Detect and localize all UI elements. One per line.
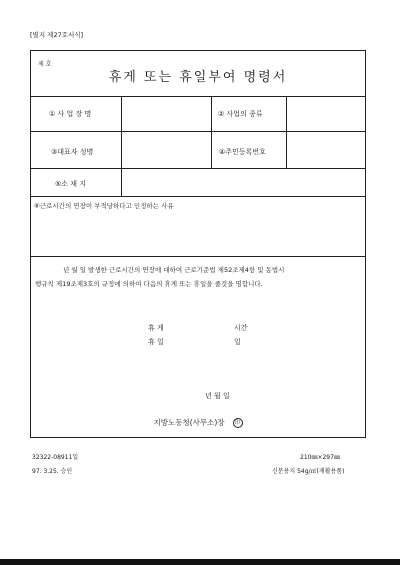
- registration-number-field[interactable]: [290, 135, 362, 164]
- issuer-line: [31, 417, 365, 428]
- order-form: [30, 50, 366, 438]
- row-divider: [31, 96, 365, 97]
- order-statement-line: 년 월 일 발생한 근로시간의 연장에 대하여 근로기준법 제52조제4항 및 동법시: [63, 266, 285, 274]
- document-number-label: 제 호: [38, 61, 52, 68]
- column-divider: [286, 96, 287, 168]
- column-divider: [121, 96, 122, 196]
- representative-label: ③대표자 성명: [51, 148, 94, 156]
- order-statement-line: 행규칙 제19조제3호의 규정에 의하여 다음의 휴게 또는 휴일을 줄것을 명합니다.: [35, 280, 263, 288]
- paper-size: 210㎜×297㎜: [300, 454, 340, 461]
- representative-field[interactable]: [127, 135, 207, 164]
- form-title: 휴게 또는 휴일부여 명령서: [108, 70, 288, 85]
- holiday-unit: 일: [234, 338, 241, 346]
- bottom-edge-bar: [0, 559, 400, 565]
- business-type-field[interactable]: [290, 99, 362, 128]
- break-label: 휴 게: [148, 324, 164, 332]
- column-divider: [211, 96, 212, 168]
- business-type-label: ② 사업의 종류: [218, 110, 263, 118]
- business-name-label: ① 사 업 장 명: [49, 110, 92, 118]
- row-divider: [31, 256, 365, 257]
- reason-label: ⑥근로시간의 연장이 부적당하다고 인정하는 사유: [34, 202, 174, 210]
- form-number-label: [별지 제27호서식]: [30, 31, 84, 39]
- paper-spec: 신문용지 54g/㎡(재활용품): [272, 468, 345, 475]
- form-code: 32322-08911일: [32, 454, 79, 461]
- location-label: ⑤소 재 지: [55, 180, 87, 188]
- registration-number-label: ④주민등록번호: [219, 148, 266, 156]
- approval-date: 97. 3.25. 승인: [32, 468, 73, 475]
- break-unit: 시간: [234, 324, 248, 332]
- row-divider: [31, 131, 365, 132]
- business-name-field[interactable]: [127, 99, 207, 128]
- seal-icon: 印: [233, 418, 243, 428]
- row-divider: [31, 196, 365, 197]
- location-field[interactable]: [127, 171, 359, 193]
- issue-date: 년 월 일: [205, 392, 230, 400]
- order-statement: [35, 263, 284, 291]
- holiday-label: 휴 일: [148, 338, 164, 346]
- row-divider: [31, 168, 365, 169]
- issuer-name: 지방노동청(사무소)장: [153, 418, 225, 427]
